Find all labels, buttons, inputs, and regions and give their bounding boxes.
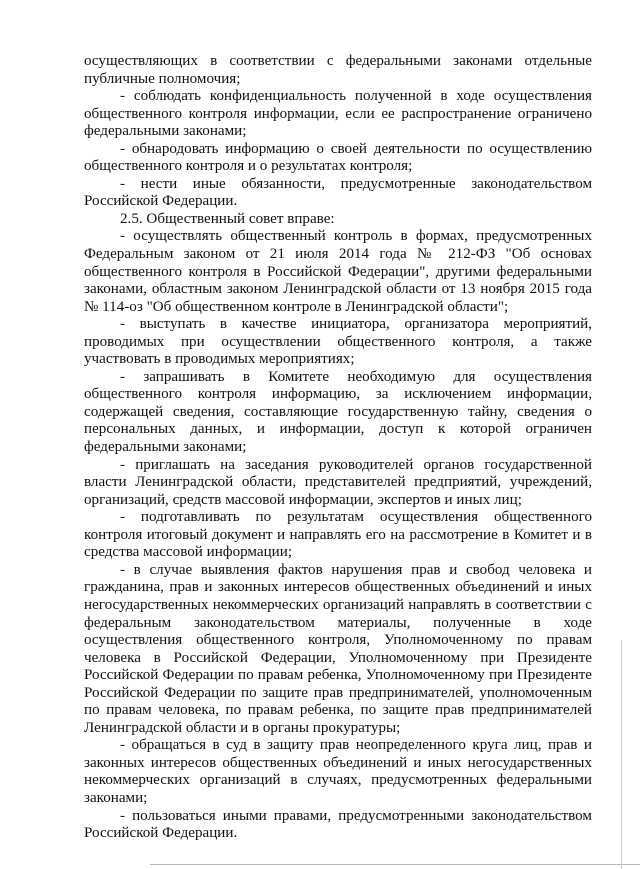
paragraph-control-forms: - осуществлять общественный контроль в формах, предусмотренных Федеральным законом от 21 июля 2014 года № 212-ФЗ "Об основах общественного контроля в Российской Федерации", другими федеральными законами, областным законом Ленинградской области от 13 ноября 2015 года № 114-оз "Об общественном контроле в Ленинградской области";: [84, 228, 592, 315]
paragraph-confidentiality: - соблюдать конфиденциальность полученной в ходе осуществления общественного контроля информации, если ее распространение ограничено федеральными законами;: [84, 88, 592, 140]
paragraph-invite: - приглашать на заседания руководителей органов государственной власти Ленинградской области, представителей предприятий, учреждений, организаций, средств массовой информации, экспертов и иных лиц;: [84, 456, 592, 508]
paragraph-other-rights: - пользоваться иными правами, предусмотренными законодательством Российской Федерации.: [84, 807, 592, 842]
paragraph-initiator: - выступать в качестве инициатора, организатора мероприятий, проводимых при осуществлении общественного контроля, а также участвовать в проводимых мероприятиях;: [84, 316, 592, 368]
document-page: [84, 53, 592, 843]
scan-edge-line: [150, 864, 640, 865]
paragraph-court: - обращаться в суд в защиту прав неопределенного круга лиц, прав и законных интересов общественных объединений и иных негосударственных некоммерческих организаций в случаях, предусмотренных федеральными законами;: [84, 737, 592, 806]
paragraph-request-info: - запрашивать в Комитете необходимую для осуществления общественного контроля информацию, за исключением информации, содержащей сведения, составляющие государственную тайну, сведения о персональных данных, и информации, доступ к которой ограничен федеральными законами;: [84, 368, 592, 456]
paragraph-continuation: осуществляющих в соответствии с федеральными законами отдельные публичные полномочия;: [84, 53, 592, 87]
section-heading-2-5: 2.5. Общественный совет вправе:: [120, 210, 335, 227]
scan-edge-line-right: [621, 640, 622, 869]
paragraph-final-document: - подготавливать по результатам осуществления общественного контроля итоговый документ и направлять его на рассмотрение в Комитет и в средства массовой информации;: [84, 509, 592, 561]
paragraph-other-duties: - нести иные обязанности, предусмотренные законодательством Российской Федерации.: [84, 175, 592, 210]
paragraph-violations: - в случае выявления фактов нарушения прав и свобод человека и гражданина, прав и законных интересов общественных объединений и иных негосударственных некоммерческих организаций направлять в соответствии с федеральным законодательством материалы, полученные в ходе осуществления общественного контроля, Уполномоченному по правам человека в Российской Федерации, Уполномоченному при Президенте Российской Федерации по правам ребенка, Уполномоченному при Президенте Российской Федерации по защите прав предпринимателей, уполномоченным по правам человека, по правам ребенка, по защите прав предпринимателей Ленинградской области и в органы прокуратуры;: [84, 561, 592, 736]
paragraph-publish-info: - обнародовать информацию о своей деятельности по осуществлению общественного контроля и о результатах контроля;: [84, 140, 592, 175]
